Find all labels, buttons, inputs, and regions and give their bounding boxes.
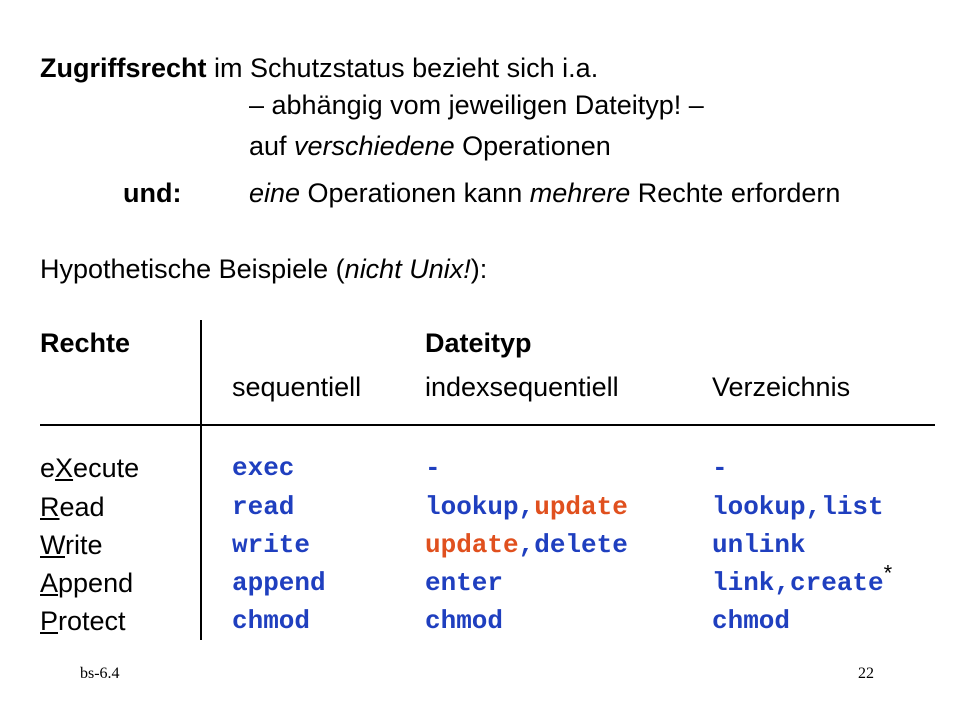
right-label-rest: ppend (58, 568, 134, 598)
op-sequentiell: read (232, 492, 295, 522)
footer-label: bs-6.4 (80, 665, 120, 682)
intro-line-4-mid: Operationen kann (300, 178, 530, 208)
footnote-mark: * (883, 560, 893, 586)
examples-heading-pre: Hypothetische Beispiele ( (40, 254, 345, 284)
op-part: chmod (425, 606, 504, 636)
intro-line-3-pre: auf (249, 131, 295, 161)
op-sequentiell: chmod (232, 606, 311, 636)
right-label-key-letter: W (40, 530, 65, 560)
right-label (40, 567, 133, 599)
op-indexsequentiell (425, 452, 441, 484)
page-number: 22 (858, 665, 874, 682)
op-verzeichnis-text: unlink (712, 530, 806, 560)
right-label-rest: rotect (58, 606, 126, 636)
intro-line-4-italic-2: mehrere (529, 178, 631, 208)
op-indexsequentiell (425, 529, 628, 561)
right-label-key-letter: P (40, 606, 59, 636)
op-verzeichnis-text: lookup,list (712, 492, 884, 522)
intro-line-3 (249, 130, 611, 162)
op-verzeichnis-text: link,create (712, 568, 884, 598)
op-sequentiell: append (232, 568, 326, 598)
right-label (40, 529, 103, 561)
op-indexsequentiell (425, 491, 628, 523)
intro-line-3-italic: verschiedene (294, 131, 455, 161)
intro-line-2: – abhängig vom jeweiligen Dateityp! – (249, 90, 704, 120)
table-header-rights: Rechte (40, 328, 131, 358)
intro-line-4 (249, 177, 840, 209)
op-part: ,delete (518, 530, 628, 560)
op-verzeichnis (712, 529, 806, 561)
intro-line-1-text: im Schutzstatus bezieht sich i.a. (214, 53, 599, 83)
examples-heading-post: ): (470, 254, 488, 284)
op-verzeichnis (712, 452, 728, 484)
examples-heading (40, 253, 487, 285)
right-label (40, 605, 126, 637)
right-label-rest: ead (59, 492, 105, 522)
examples-heading-italic: nicht Unix! (344, 254, 471, 284)
op-indexsequentiell (425, 605, 503, 637)
op-verzeichnis (712, 605, 790, 637)
subheader-verzeichnis: Verzeichnis (712, 372, 851, 402)
right-label (40, 452, 139, 484)
intro-line-4-italic-1: eine (249, 178, 301, 208)
right-label-key-letter: R (40, 492, 60, 522)
right-label-key-letter: A (40, 568, 59, 598)
right-label-pre: e (40, 453, 56, 483)
right-label (40, 491, 105, 523)
op-part: enter (425, 568, 504, 598)
subheader-sequentiell: sequentiell (232, 372, 362, 402)
right-label-key-letter: X (55, 453, 74, 483)
op-verzeichnis (712, 491, 884, 523)
intro-line-1 (40, 52, 598, 84)
table-vertical-divider (200, 320, 202, 640)
right-label-rest: ecute (73, 453, 140, 483)
op-verzeichnis-text: chmod (712, 606, 791, 636)
op-sequentiell: write (232, 530, 311, 560)
op-verzeichnis (712, 560, 893, 599)
op-part: - (425, 453, 441, 483)
intro-line-4-label: und: (123, 178, 182, 208)
op-indexsequentiell (425, 567, 503, 599)
subheader-indexsequentiell: indexsequentiell (425, 372, 619, 402)
table-header-filetype: Dateityp (425, 328, 532, 358)
op-part: update (534, 492, 628, 522)
op-verzeichnis-text: - (712, 453, 728, 483)
intro-line-4-post: Rechte erfordern (630, 178, 841, 208)
op-sequentiell: exec (232, 453, 295, 483)
intro-line-3-post: Operationen (454, 131, 611, 161)
term-zugriffsrecht: Zugriffsrecht (40, 53, 207, 83)
table-horizontal-divider (40, 424, 935, 426)
op-part: update (425, 530, 519, 560)
op-part: lookup, (425, 492, 535, 522)
right-label-rest: rite (65, 530, 103, 560)
